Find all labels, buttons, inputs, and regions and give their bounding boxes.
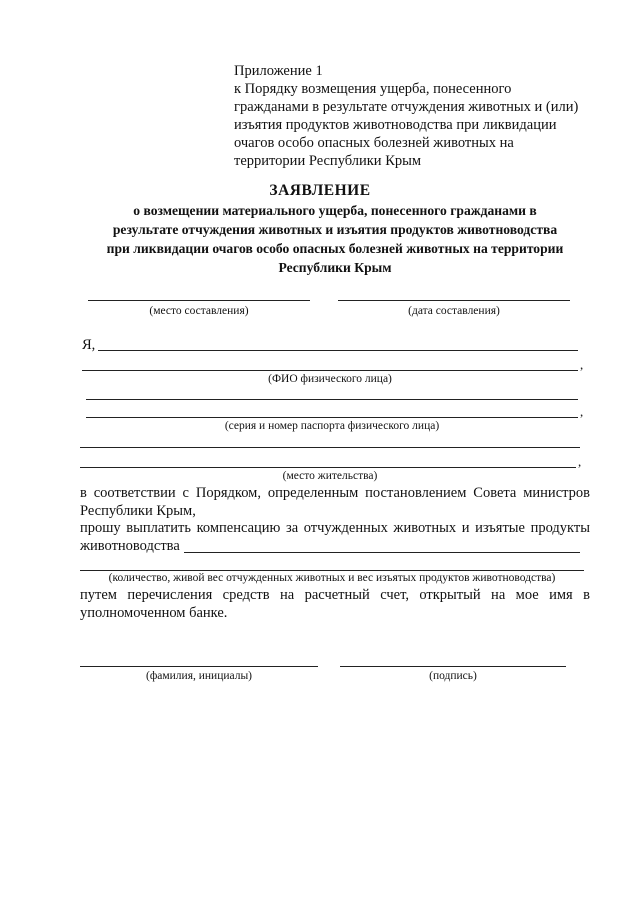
- place-field-line[interactable]: [88, 300, 310, 301]
- appendix-line: очагов особо опасных болезней животных на: [234, 135, 514, 151]
- quantity-caption: (количество, живой вес отчужденных животных и вес изъятых продуктов животноводства): [108, 572, 556, 584]
- appendix-line: изъятия продуктов животноводства при ликвидации: [234, 117, 557, 133]
- passport-field-line-2[interactable]: [86, 417, 578, 418]
- date-field-line[interactable]: [338, 300, 570, 301]
- quantity-field-line-2[interactable]: [80, 570, 584, 571]
- signature-caption: (подпись): [429, 670, 477, 682]
- document-subtitle: [70, 201, 600, 277]
- appendix-header: [234, 62, 604, 170]
- document-title: ЗАЯВЛЕНИЕ: [269, 182, 371, 199]
- appendix-line: территории Республики Крым: [234, 153, 422, 169]
- surname-field-line[interactable]: [80, 666, 318, 667]
- passport-comma: ,: [580, 404, 584, 419]
- subtitle-line: при ликвидации очагов особо опасных болезней животных на территории: [106, 241, 564, 256]
- subtitle-line: результате отчуждения животных и изъятия продуктов животноводства: [112, 222, 558, 237]
- body-text-line: в соответствии с Порядком, определенным постановлением Совета министров: [80, 485, 590, 501]
- surname-caption: (фамилия, инициалы): [145, 670, 253, 682]
- appendix-line: к Порядку возмещения ущерба, понесенного: [234, 81, 512, 97]
- passport-field-line-1[interactable]: [86, 399, 578, 400]
- residence-field-line-2[interactable]: [80, 467, 576, 468]
- request-text-line: животноводства: [80, 538, 180, 554]
- subtitle-line: Республики Крым: [278, 260, 392, 275]
- appendix-line: Приложение 1: [234, 63, 323, 79]
- fio-comma: ,: [580, 357, 584, 372]
- residence-field-line-1[interactable]: [80, 447, 580, 448]
- date-caption: (дата составления): [408, 305, 500, 317]
- request-text-line: прошу выплатить компенсацию за отчужденных животных и изъятые продукты: [80, 520, 590, 536]
- appendix-line: гражданами в результате отчуждения животных и (или): [234, 99, 579, 115]
- ya-label: Я,: [82, 337, 96, 353]
- place-caption: (место составления): [149, 305, 249, 317]
- payment-text-line: путем перечисления средств на расчетный счет, открытый на мое имя в: [80, 587, 590, 603]
- fio-field-line-2[interactable]: [82, 370, 578, 371]
- residence-comma: ,: [578, 454, 582, 469]
- quantity-field-line-1[interactable]: [184, 552, 580, 553]
- body-text-line: Республики Крым,: [80, 503, 196, 519]
- payment-text-line: уполномоченном банке.: [80, 605, 228, 621]
- subtitle-line: о возмещении материального ущерба, понесенного гражданами в: [133, 203, 537, 218]
- signature-field-line[interactable]: [340, 666, 566, 667]
- fio-caption: (ФИО физического лица): [268, 373, 392, 385]
- fio-field-line-1[interactable]: [98, 350, 578, 351]
- residence-caption: (место жительства): [282, 470, 378, 482]
- passport-caption: (серия и номер паспорта физического лица): [224, 420, 440, 432]
